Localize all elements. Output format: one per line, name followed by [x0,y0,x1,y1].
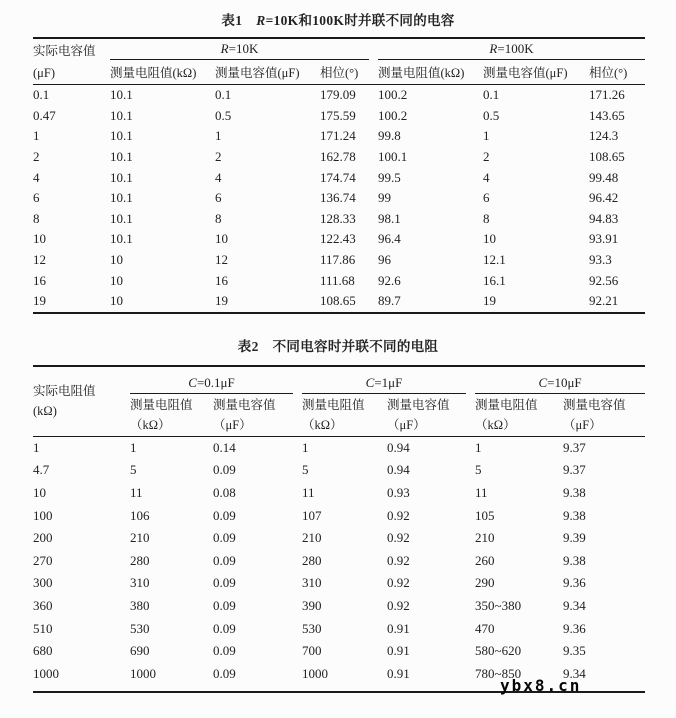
value-cell: 0.09 [213,643,236,659]
value-cell: 19 [215,293,228,309]
subheader-label: 测量电阻值 [302,397,365,412]
table2-title [0,338,676,355]
value-cell: 2 [215,149,222,165]
value-cell: 0.1 [215,87,232,103]
value-cell: 10.1 [110,87,133,103]
value-cell: 9.34 [563,597,586,613]
value-cell: 280 [302,552,322,568]
row-label-cell: 10 [33,485,46,501]
value-cell: 171.24 [320,128,356,144]
value-cell: 9.36 [563,575,586,591]
value-cell: 128.33 [320,210,356,226]
value-cell: 0.92 [387,530,410,546]
value-cell: 99.5 [378,169,401,185]
table-row [33,617,645,640]
value-cell: 0.91 [387,620,410,636]
table2-group-c0p1 [130,366,302,394]
row-label-cell: 1 [33,439,40,455]
value-cell: 0.92 [387,552,410,568]
value-cell: 93.3 [589,252,612,268]
value-cell: 5 [475,462,482,478]
value-cell: 9.37 [563,462,586,478]
value-cell: 1 [302,439,309,455]
group-value: =10K [228,40,259,56]
subheader-unit: （μF） [387,417,426,432]
subheader-label: 测量电阻值 [130,397,193,412]
value-cell: 2 [483,149,490,165]
document-page [0,12,676,718]
row-label-cell: 16 [33,272,46,288]
group-variable: C [538,374,548,390]
value-cell: 107 [302,507,322,523]
value-cell: 0.14 [213,439,236,455]
row-label-cell: 8 [33,210,40,226]
value-cell: 9.38 [563,507,586,523]
row-label-cell: 360 [33,597,53,613]
column-header-measured-c [213,394,302,437]
column-header-phase: 相位(°) [589,60,645,85]
value-cell: 108.65 [589,149,625,165]
value-cell: 108.65 [320,293,356,309]
group-variable: R [220,40,229,56]
value-cell: 99 [378,190,391,206]
value-cell: 111.68 [320,272,355,288]
value-cell: 210 [302,530,322,546]
value-cell: 122.43 [320,231,356,247]
group-variable: C [365,374,375,390]
value-cell: 1 [475,439,482,455]
value-cell: 16.1 [483,272,506,288]
value-cell: 175.59 [320,107,356,123]
value-cell: 0.94 [387,439,410,455]
table2-title-text: 不同电容时并联不同的电阻 [272,338,439,354]
row-label-cell: 270 [33,552,53,568]
group-value: =1μF [374,374,403,390]
value-cell: 9.37 [563,439,586,455]
subheader-label: 测量电容值 [213,397,276,412]
value-cell: 12 [215,252,228,268]
table-row [33,229,645,250]
value-cell: 380 [130,597,150,613]
value-cell: 530 [302,620,322,636]
value-cell: 89.7 [378,293,401,309]
row-label-cell: 1 [33,128,40,144]
value-cell: 10.1 [110,128,133,144]
value-cell: 210 [130,530,150,546]
value-cell: 136.74 [320,190,356,206]
column-header-measured-r [475,394,563,437]
value-cell: 210 [475,530,495,546]
table2-group-row [33,366,645,394]
value-cell: 0.92 [387,597,410,613]
value-cell: 19 [483,293,496,309]
table-row [33,167,645,188]
row-label-cell: 4.7 [33,462,50,478]
table-row [33,291,645,313]
column-header-measured-r [130,394,213,437]
value-cell: 0.09 [213,507,236,523]
value-cell: 10 [110,252,123,268]
value-cell: 1000 [302,665,329,681]
table-row [33,527,645,550]
table2-body [33,436,645,692]
value-cell: 16 [215,272,228,288]
value-cell: 100.1 [378,149,408,165]
table-row [33,595,645,618]
value-cell: 280 [130,552,150,568]
table1-body [33,85,645,313]
table-row [33,504,645,527]
table-row [33,188,645,209]
value-cell: 9.34 [563,665,586,681]
row-label-cell: 10 [33,231,46,247]
value-cell: 10.1 [110,107,133,123]
table-row [33,572,645,595]
value-cell: 350~380 [475,597,522,613]
value-cell: 99.48 [589,169,619,185]
table1-title-text: =10K和100K时并联不同的电容 [265,13,455,28]
value-cell: 100.2 [378,87,408,103]
value-cell: 10.1 [110,231,133,247]
value-cell: 11 [130,485,143,501]
value-cell: 6 [215,190,222,206]
value-cell: 179.09 [320,87,356,103]
value-cell: 0.91 [387,665,410,681]
column-header-measured-c: 测量电容值(μF) [215,60,320,85]
value-cell: 0.09 [213,552,236,568]
table1 [33,37,645,314]
value-cell: 10.1 [110,169,133,185]
table1-row-header-line1: 实际电容值 [33,44,96,58]
column-header-measured-c [387,394,475,437]
table2-group-c10 [475,366,645,394]
value-cell: 0.1 [483,87,500,103]
value-cell: 143.65 [589,107,625,123]
value-cell: 290 [475,575,495,591]
value-cell: 0.92 [387,575,410,591]
column-header-measured-c [563,394,645,437]
column-header-measured-r [302,394,387,437]
value-cell: 105 [475,507,495,523]
value-cell: 92.21 [589,293,619,309]
value-cell: 93.91 [589,231,619,247]
value-cell: 0.09 [213,665,236,681]
value-cell: 174.74 [320,169,356,185]
table-row [33,640,645,663]
subheader-label: 测量电阻值 [475,397,538,412]
value-cell: 106 [130,507,150,523]
value-cell: 96.42 [589,190,619,206]
value-cell: 10.1 [110,210,133,226]
subheader-unit: （kΩ） [302,417,343,432]
group-value: =100K [497,40,534,56]
table-row [33,482,645,505]
group-variable: C [188,374,197,390]
table1-group-row [33,38,645,60]
row-label-cell: 1000 [33,665,59,681]
row-label-cell: 100 [33,507,53,523]
group-value: =10μF [547,374,582,390]
value-cell: 1 [483,128,490,144]
value-cell: 390 [302,597,322,613]
value-cell: 11 [475,485,488,501]
table2-title-label: 表2 [237,338,259,354]
subheader-label: 测量电容值 [563,397,626,412]
subheader-unit: （kΩ） [130,417,171,432]
value-cell: 8 [215,210,222,226]
value-cell: 92.6 [378,272,401,288]
table-row [33,436,645,459]
value-cell: 0.08 [213,485,236,501]
table1-title-variable: R [256,13,266,28]
value-cell: 171.26 [589,87,625,103]
value-cell: 0.09 [213,462,236,478]
value-cell: 5 [130,462,137,478]
value-cell: 10 [483,231,496,247]
value-cell: 98.1 [378,210,401,226]
value-cell: 10 [215,231,228,247]
value-cell: 96 [378,252,391,268]
value-cell: 4 [215,169,222,185]
value-cell: 10.1 [110,190,133,206]
table-row [33,106,645,127]
value-cell: 310 [130,575,150,591]
value-cell: 117.86 [320,252,356,268]
value-cell: 1 [215,128,222,144]
table1-title [0,12,676,29]
value-cell: 780~850 [475,665,522,681]
column-header-measured-c: 测量电容值(μF) [483,60,589,85]
column-header-measured-r: 测量电阻值(kΩ) [110,60,215,85]
value-cell: 0.5 [215,107,232,123]
value-cell: 9.38 [563,485,586,501]
value-cell: 470 [475,620,495,636]
watermark: ybx8.cn [500,676,582,695]
value-cell: 0.09 [213,620,236,636]
subheader-unit: （kΩ） [475,417,516,432]
row-label-cell: 19 [33,293,46,309]
value-cell: 92.56 [589,272,619,288]
table1-group-r10k [110,38,378,60]
table1-row-header [33,38,110,85]
table-row [33,147,645,168]
row-label-cell: 300 [33,575,53,591]
value-cell: 4 [483,169,490,185]
value-cell: 10.1 [110,149,133,165]
table-row [33,459,645,482]
row-label-cell: 0.47 [33,107,56,123]
value-cell: 0.09 [213,530,236,546]
value-cell: 0.92 [387,507,410,523]
table1-group-r100k [378,38,645,60]
row-label-cell: 12 [33,252,46,268]
value-cell: 99.8 [378,128,401,144]
value-cell: 100.2 [378,107,408,123]
value-cell: 8 [483,210,490,226]
group-variable: R [489,40,498,56]
table2-row-header [33,366,130,437]
row-label-cell: 510 [33,620,53,636]
value-cell: 5 [302,462,309,478]
table-row [33,209,645,230]
value-cell: 700 [302,643,322,659]
table2-group-c1 [302,366,475,394]
value-cell: 162.78 [320,149,356,165]
table-row [33,250,645,271]
value-cell: 690 [130,643,150,659]
value-cell: 9.35 [563,643,586,659]
value-cell: 0.91 [387,643,410,659]
value-cell: 260 [475,552,495,568]
value-cell: 580~620 [475,643,522,659]
value-cell: 0.09 [213,597,236,613]
value-cell: 6 [483,190,490,206]
row-label-cell: 0.1 [33,87,50,103]
column-header-phase: 相位(°) [320,60,378,85]
value-cell: 0.5 [483,107,500,123]
subheader-unit: （μF） [213,417,252,432]
value-cell: 530 [130,620,150,636]
value-cell: 9.36 [563,620,586,636]
subheader-label: 测量电容值 [387,397,450,412]
value-cell: 310 [302,575,322,591]
column-header-measured-r: 测量电阻值(kΩ) [378,60,483,85]
value-cell: 0.09 [213,575,236,591]
row-label-cell: 2 [33,149,40,165]
value-cell: 0.93 [387,485,410,501]
value-cell: 11 [302,485,315,501]
table-row [33,85,645,106]
table1-title-label: 表1 [221,13,243,28]
row-label-cell: 4 [33,169,40,185]
value-cell: 10 [110,272,123,288]
table2-row-header-line1: 实际电阻值 [33,384,96,399]
value-cell: 9.38 [563,552,586,568]
value-cell: 94.83 [589,210,619,226]
table-row [33,550,645,573]
value-cell: 0.94 [387,462,410,478]
table2-row-header-line2: (kΩ) [33,404,57,419]
value-cell: 12.1 [483,252,506,268]
group-value: =0.1μF [196,374,235,390]
table-row [33,270,645,291]
value-cell: 10 [110,293,123,309]
row-label-cell: 200 [33,530,53,546]
value-cell: 124.3 [589,128,619,144]
value-cell: 96.4 [378,231,401,247]
table1-row-header-line2: (μF) [33,66,55,80]
table2 [33,365,645,694]
value-cell: 1 [130,439,137,455]
value-cell: 1000 [130,665,156,681]
row-label-cell: 6 [33,190,40,206]
value-cell: 9.39 [563,530,586,546]
table-row [33,126,645,147]
row-label-cell: 680 [33,643,53,659]
table1-subheader-row [33,60,645,85]
subheader-unit: （μF） [563,417,602,432]
